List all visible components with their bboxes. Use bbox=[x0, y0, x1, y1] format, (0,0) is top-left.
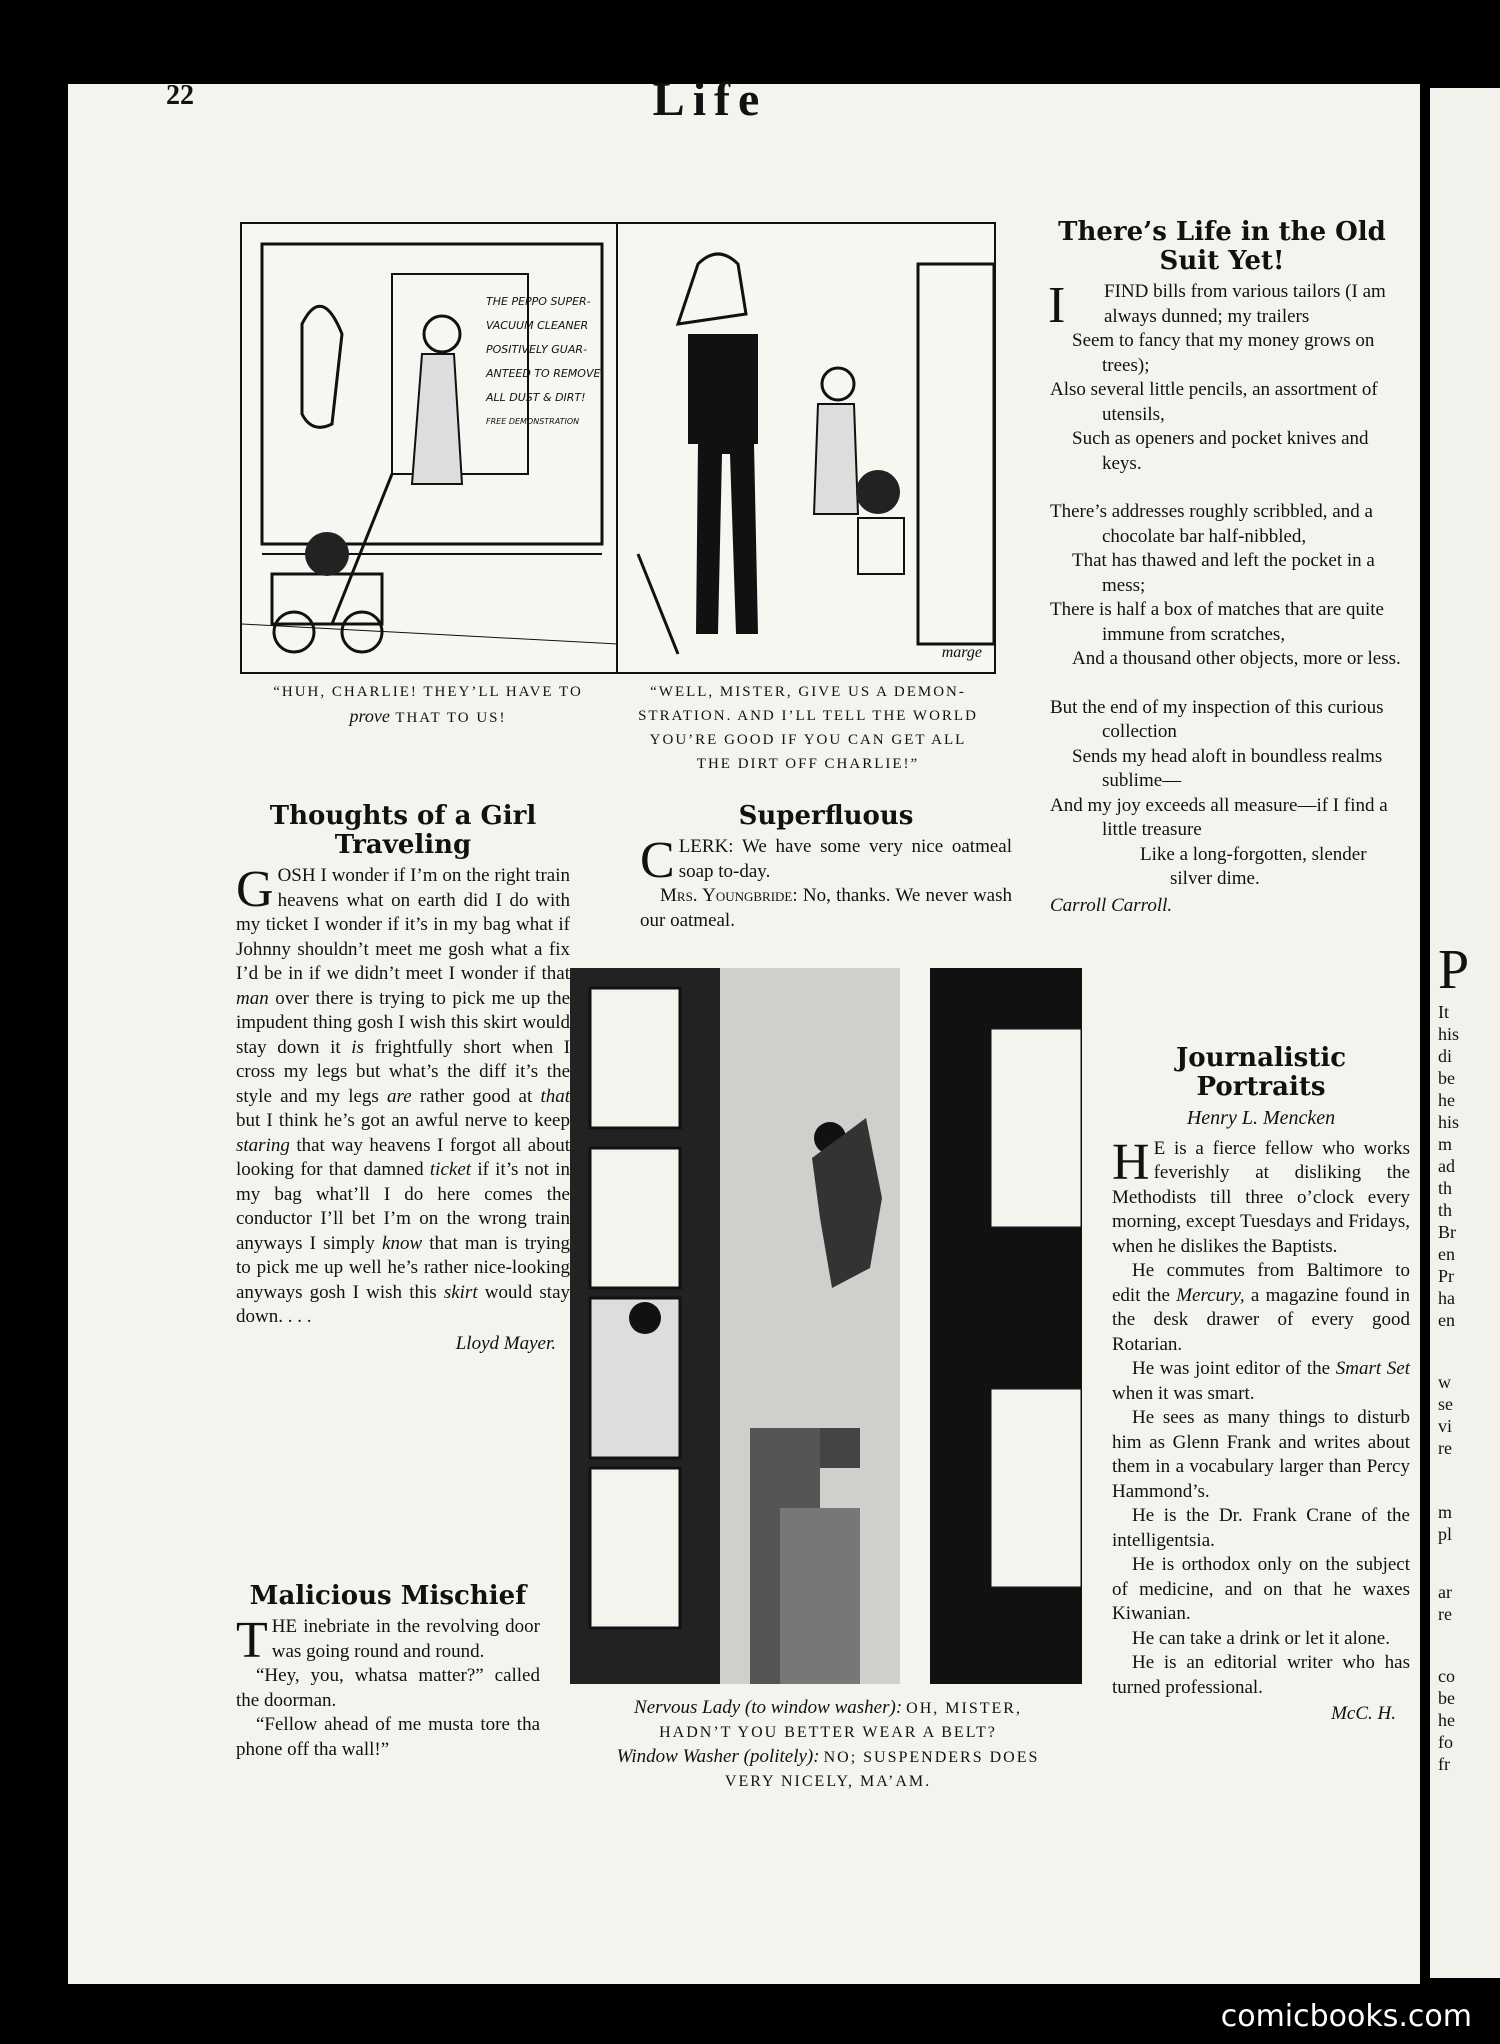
thoughts-signature: Lloyd Mayer. bbox=[455, 1332, 556, 1354]
window-washer-cartoon bbox=[570, 968, 1082, 1684]
drop-cap: I bbox=[1048, 277, 1066, 334]
next-page-text-fragment: fr bbox=[1438, 1754, 1450, 1774]
next-page-text-fragment: ad bbox=[1438, 1156, 1455, 1176]
mischief-title: Malicious Mischief bbox=[249, 1581, 527, 1611]
drop-cap: C bbox=[640, 832, 675, 889]
vacuum-cartoon-right-panel bbox=[616, 222, 996, 674]
next-page-text-fragment: vi bbox=[1438, 1416, 1453, 1436]
sign-line: THE PEPPO SUPER- bbox=[486, 295, 591, 308]
next-page-text-fragment: his bbox=[1438, 1112, 1460, 1132]
next-page-text-fragment: his bbox=[1438, 1024, 1460, 1044]
drop-cap: G bbox=[236, 861, 274, 918]
next-page-text-fragment: m bbox=[1438, 1502, 1453, 1522]
superfluous-article: Superfluous CLERK: We have some very nice oatmeal soap to-day. Mrs. Youngbride: No, thanks. We never wash our oatmeal. bbox=[640, 801, 1013, 931]
masthead: Life bbox=[652, 73, 768, 126]
next-page-text-fragment: re bbox=[1438, 1604, 1452, 1624]
vacuum-cartoon-right-illustration bbox=[618, 224, 994, 672]
sign-line: FREE DEMONSTRATION bbox=[486, 417, 580, 426]
vacuum-caption-right: “WELL, MISTER, GIVE US A DEMON- STRATION. AND I’LL TELL THE WORLD YOU’RE GOOD IF YOU CAN GET ALL THE DIRT OFF CHARLIE!” bbox=[638, 684, 978, 772]
adjacent-page-edge bbox=[1430, 88, 1500, 1978]
thoughts-title: Thoughts of a Girl Traveling bbox=[269, 801, 537, 860]
window-washer-caption: Nervous Lady (to window washer): OH, MISTER, HADN’T YOU BETTER WEAR A BELT? Window Washer (politely): NO; SUSPENDERS DOES VERY NICELY, MA’AM. bbox=[616, 1697, 1040, 1790]
artist-signature: art helfant bbox=[1021, 1633, 1066, 1666]
page-number: 22 bbox=[166, 80, 194, 111]
next-page-text-fragment: re bbox=[1438, 1438, 1452, 1458]
thoughts-article bbox=[236, 802, 570, 1356]
sign-line: ALL DUST & DIRT! bbox=[486, 391, 586, 404]
old-suit-signature: Carroll Carroll. bbox=[1050, 894, 1173, 916]
next-page-text-fragment: ha bbox=[1438, 1288, 1455, 1308]
watermark: comicbooks.com bbox=[1220, 1999, 1472, 2034]
next-page-text-fragment: ar bbox=[1438, 1582, 1452, 1602]
sign-line: POSITIVELY GUAR- bbox=[486, 343, 587, 356]
drop-cap: T bbox=[236, 1612, 268, 1669]
next-page-text-fragment: pl bbox=[1438, 1524, 1453, 1544]
next-page-text-fragment: It bbox=[1438, 1002, 1449, 1022]
vacuum-caption-left: “HUH, CHARLIE! THEY’LL HAVE TO prove THAT TO US! bbox=[273, 684, 583, 726]
next-page-text-fragment: fo bbox=[1438, 1732, 1453, 1752]
portraits-article: Journalistic Portraits Henry L. Mencken H E is a fierce fellow who works feverishly at disliking the Methodists till three o’clock every morning, except Tuesdays and Fridays, when he dislikes the Baptists. He commutes from Baltimore to edit the Mercury, a magazine found in the desk drawer of every good Rotarian. He was joint editor of the Smart Set when it was smart. He sees as many things to disturb him as Glenn Frank and writes about them in a vocabulary larger than Percy Hammond’s. He is the Dr. Frank Crane of the intelligentsia. He is orthodox only on the subject of medicine, and on that he waxes Kiwanian. He can take a drink or let it alone. He is an editorial writer who has turned professional. McC. H. bbox=[1112, 1044, 1410, 1727]
next-page-text-fragment: di bbox=[1438, 1046, 1453, 1066]
next-page-text-fragment: m bbox=[1438, 1134, 1453, 1154]
next-page-text-fragment: th bbox=[1438, 1178, 1453, 1198]
old-suit-poem: There’s Life in the Old Suit Yet! I FIND bills from various tailors (I am always dunned; my trailers Seem to fancy that my money grows on trees); Also several little pencils, an assortment of utensils, Such as openers and pocket knives and keys. There’s addresses roughly scribbled, and a chocolate bar half-nibbled, That has thawed and left the pocket in a mess; There is half a box of matches that are quite immune from scratches, And a thousand other objects, more or less. But the end of my inspection of this curious collection Sends my head aloft in boundless realms sublime— And my joy exceeds all measure—if I find a little treasure Like a long-forgotten, slender silver dime. Carroll Carroll. bbox=[1040, 218, 1404, 918]
old-suit-title: There’s Life in the Old Suit Yet! bbox=[1058, 217, 1386, 276]
portraits-title: Journalistic Portraits bbox=[1175, 1043, 1347, 1102]
vacuum-cartoon-left-panel bbox=[240, 222, 620, 674]
thoughts-body: GOSH I wonder if I’m on the right train heavens what on earth did I do with my ticket I wonder if it’s in my bag what if Johnny shouldn’t meet me gosh what a fix I’d be in if we didn’t meet I wonder if that man over there is trying to pick me up the impudent thing gosh I wish this skirt would stay down it is frightfully short when I cross my legs but what’s the diff it’s the style and my legs are rather good at that but I think he’s got an awful nerve to keep staring that way heavens I forgot all about looking for that damned ticket if it’s not in my bag what’ll I do here comes the conductor I’ll bet I’m on the wrong train anyways I simply know that man is trying to pick me up well he’s rather nice-looking anyways gosh I wish this skirt would stay down. . . . bbox=[236, 861, 571, 1327]
portraits-byline: Henry L. Mencken bbox=[1186, 1107, 1336, 1129]
superfluous-title: Superfluous bbox=[738, 801, 914, 831]
sign-line: ANTEED TO REMOVE bbox=[486, 367, 601, 380]
mischief-article: Malicious Mischief THE inebriate in the revolving door was going round and round. “Hey, you, whatsa matter?” called the doorman. “Fellow ahead of me musta tore tha phone off tha wall!” bbox=[236, 1581, 540, 1760]
next-page-text-fragment: co bbox=[1438, 1666, 1455, 1686]
next-page-text-fragment: be bbox=[1438, 1688, 1455, 1708]
window-washer-illustration bbox=[570, 968, 1082, 1684]
next-page-text-fragment: en bbox=[1438, 1310, 1455, 1330]
portraits-signature: McC. H. bbox=[1331, 1703, 1396, 1724]
next-page-text-fragment: en bbox=[1438, 1244, 1455, 1264]
next-page-text-fragment: be bbox=[1438, 1068, 1455, 1088]
next-page-text-fragment: he bbox=[1438, 1710, 1455, 1730]
drop-cap: H bbox=[1112, 1133, 1150, 1191]
sign-line: VACUUM CLEANER bbox=[486, 319, 589, 332]
next-page-text-fragment: th bbox=[1438, 1200, 1453, 1220]
artist-signature: marge bbox=[941, 644, 982, 661]
next-page-text-fragment: Br bbox=[1438, 1222, 1456, 1242]
next-page-text-fragment: se bbox=[1438, 1394, 1453, 1414]
next-page-text-fragment: Pr bbox=[1438, 1266, 1455, 1286]
next-page-heading-fragment: P bbox=[1438, 939, 1470, 1001]
next-page-text-fragment: w bbox=[1438, 1372, 1451, 1392]
next-page-text-fragment: he bbox=[1438, 1090, 1455, 1110]
